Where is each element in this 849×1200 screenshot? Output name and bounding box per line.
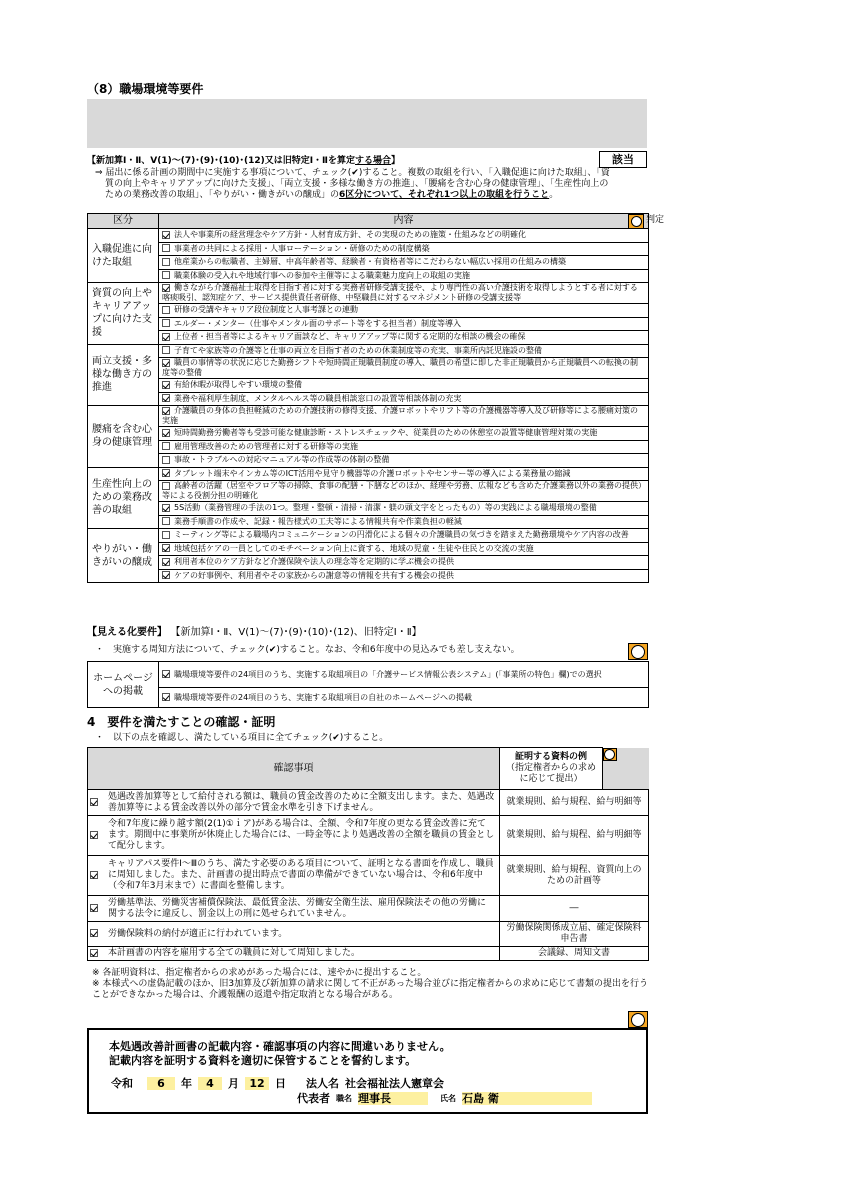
checkbox[interactable]	[162, 231, 170, 239]
requirement-text: 研修の受講やキャリア段位制度と人事考課との連動	[174, 305, 358, 315]
checkbox[interactable]	[162, 429, 170, 437]
checkbox[interactable]	[162, 333, 170, 341]
visibility-category: ホームページへの掲載	[88, 662, 159, 708]
requirement-text: 業務や福利厚生制度、メンタルヘルス等の職員相談窓口の設置等相談体制の充実	[174, 393, 462, 403]
checkbox[interactable]	[162, 693, 170, 701]
name-field[interactable]: 石島 衛	[462, 1092, 592, 1105]
judgment-header-mark	[628, 214, 644, 229]
table-row	[88, 269, 649, 283]
checkbox[interactable]	[162, 544, 170, 552]
circle-icon	[631, 216, 642, 227]
declaration-date-row	[111, 1077, 444, 1090]
requirement-item[interactable]	[159, 256, 649, 270]
year-label: 年	[181, 1077, 192, 1090]
confirmation-table	[87, 747, 649, 961]
confirmation-text: キャリアパス要件Ⅰ～Ⅲのうち、満たす必要のある項目について、証明となる書面を作成し、職員に周知しました。また、計画書の提出時点で書面の準備ができていない場合は、令和6年度中（令和7年3月末まで）に書面を整備します。	[104, 856, 499, 896]
year-field[interactable]: 6	[147, 1077, 175, 1090]
requirement-item[interactable]	[159, 515, 649, 529]
requirement-text: 業務手順書の作成や、記録・報告様式の工夫等による情報共有や作業負担の軽減	[174, 516, 462, 526]
confirmation-text: 本計画書の内容を雇用する全ての職員に対して周知しました。	[104, 947, 499, 961]
confirm-mark-header	[603, 748, 617, 761]
month-field[interactable]: 4	[198, 1077, 222, 1090]
confirmation-row	[88, 856, 649, 896]
category-cell: 生産性向上のための業務改善の取組	[88, 467, 159, 529]
corp-name-field[interactable]: 社会福祉法人憲章会	[345, 1077, 444, 1090]
checkbox[interactable]	[162, 504, 170, 512]
supporting-document: 会議録、周知文書	[499, 947, 648, 961]
requirement-item[interactable]	[159, 344, 649, 358]
requirement-text: 職員の事情等の状況に応じた勤務シフトや短時間正規職員制度の導入、職員の希望に即した非正規職員から正規職員への転換の制度等の整備	[162, 358, 638, 377]
checkbox[interactable]	[90, 949, 98, 957]
confirm-check-cell[interactable]	[88, 856, 105, 896]
environment-table	[87, 213, 649, 583]
requirement-text: 事故・トラブルへの対応マニュアル等の作成等の体制の整備	[174, 455, 390, 465]
table-row	[88, 304, 649, 318]
category-header: 区分	[88, 214, 159, 229]
requirement-text: 高齢者の活躍（居室やフロア等の掃除、食事の配膳・下膳などのほか、経理や労務、広報なども含めた介護業務以外の業務の提供）等による役割分担の明確化	[162, 481, 642, 500]
visibility-mark	[628, 643, 648, 660]
declaration-line-1: 本処遇改善計画書の記載内容・確認事項の内容に間違いありません。	[109, 1040, 451, 1053]
checkbox[interactable]	[162, 394, 170, 402]
checkbox[interactable]	[162, 359, 170, 367]
requirement-text: ケアの好事例や、利用者やその家族からの謝意等の情報を共有する機会の提供	[174, 570, 454, 580]
supporting-document: 労働保険関係成立届、確定保険料申告書	[499, 922, 648, 947]
era-label: 令和	[111, 1077, 133, 1090]
declaration-box	[87, 1028, 648, 1114]
confirm-check-cell[interactable]	[88, 816, 105, 856]
checkbox[interactable]	[162, 469, 170, 477]
requirement-item[interactable]	[159, 427, 649, 441]
declaration-rep-row	[297, 1092, 592, 1105]
table-row	[88, 440, 649, 454]
table-row	[88, 392, 649, 406]
requirement-item[interactable]	[159, 542, 649, 556]
confirmation-text: 労働保険料の納付が適正に行われています。	[104, 922, 499, 947]
table-row	[88, 317, 649, 331]
confirm-check-cell[interactable]	[88, 896, 105, 922]
checkbox[interactable]	[162, 531, 170, 539]
requirement-item[interactable]	[159, 556, 649, 570]
confirm-check-cell[interactable]	[88, 790, 105, 816]
table-row	[88, 556, 649, 570]
requirement-item[interactable]	[159, 467, 649, 481]
checkbox[interactable]	[162, 346, 170, 354]
supporting-document: ―	[499, 896, 648, 922]
requirement-text: 職業体験の受入れや地域行事への参加や主催等による職業魅力度向上の取組の実施	[174, 270, 470, 280]
visibility-heading: 【見える化要件】 【新加算Ⅰ・Ⅱ、Ⅴ(1)～(7)･(9)･(10)･(12)、旧特定Ⅰ・Ⅱ】	[87, 627, 422, 638]
checkbox[interactable]	[162, 442, 170, 450]
requirement-text: 働きながら介護福祉士取得を目指す者に対する実務者研修受講支援や、より専門性の高い介護技術を取得しようとする者に対する喀痰吸引、認知症ケア、サービス提供責任者研修、中堅職員に対するマネジメント研修の受講支援等	[162, 283, 638, 302]
footnote-1: ※ 各証明資料は、指定権者からの求めがあった場合には、速やかに提出すること。	[92, 968, 427, 978]
footnotes	[92, 968, 652, 1001]
table-row	[88, 379, 649, 393]
confirm-check-cell[interactable]	[88, 922, 105, 947]
requirement-item[interactable]	[159, 406, 649, 427]
category-cell: 入職促進に向けた取組	[88, 229, 159, 283]
checkbox[interactable]	[162, 258, 170, 266]
documents-header: 証明する資料の例 （指定権者からの求め に応じて提出）	[499, 748, 602, 790]
title-label: 職名	[336, 1093, 352, 1103]
requirement-item[interactable]	[159, 529, 649, 543]
table-row	[88, 344, 649, 358]
checkbox[interactable]	[162, 306, 170, 314]
footnote-2: ※ 本様式への虚偽記載のほか、旧3加算及び新加算の請求に関して不正があった場合並びに指定権者からの求めに応じて書類の提出を行うことができなかった場合は、介護報酬の返還や指定取消となる場合がある。	[92, 979, 649, 1000]
confirmation-header: 確認事項	[88, 748, 500, 790]
requirement-item[interactable]	[159, 502, 649, 516]
requirement-text: 地域包括ケアの一員としてのモチベーション向上に資する、地域の児童・生徒や住民との交流の実施	[174, 543, 534, 553]
requirement-text: 法人や事業所の経営理念やケア方針・人材育成方針、その実現のための施策・仕組みなどの明確化	[174, 230, 526, 240]
table-row	[88, 242, 649, 256]
note-line-3: ための業務改善の取組」、「やりがい・働きがいの醸成」の6区分について、それぞれ1つ以上の取組を行うこと。	[105, 190, 559, 200]
supporting-document: 就業規則、給与規程、給与明細等	[499, 816, 648, 856]
visibility-note: ・ 実施する周知方法について、チェック(✔)すること。なお、令和6年度中の見込みでも差し支えない。	[95, 645, 520, 655]
table-row	[88, 467, 649, 481]
requirement-item[interactable]	[159, 569, 649, 583]
rep-label: 代表者	[297, 1092, 330, 1105]
table-row	[88, 529, 649, 543]
confirmation-row	[88, 922, 649, 947]
applicable-badge: 該当	[599, 151, 647, 168]
supporting-document: 就業規則、給与規程、資質向上のための計画等	[499, 856, 648, 896]
corp-label: 法人名	[306, 1077, 339, 1090]
table-row	[88, 454, 649, 468]
requirement-item[interactable]	[159, 440, 649, 454]
table-row	[88, 358, 649, 379]
confirmation-text: 労働基準法、労働災害補償保険法、最低賃金法、労働安全衛生法、雇用保険法その他の労働に関する法令に違反し、罰金以上の刑に処せられていません。	[104, 896, 499, 922]
circle-icon	[631, 1013, 645, 1027]
note-line-1: ⇒ 届出に係る計画の期間中に実施する事項について、チェック(✔)すること。複数の取組を行い、「入職促進に向けた取組」、「資	[95, 168, 610, 178]
requirement-item[interactable]	[159, 481, 649, 502]
table-row	[88, 502, 649, 516]
title-field[interactable]: 理事長	[358, 1092, 428, 1105]
checkbox[interactable]	[162, 670, 170, 678]
circle-icon	[631, 645, 645, 659]
confirmation-row	[88, 790, 649, 816]
checkbox[interactable]	[162, 482, 170, 490]
checkbox[interactable]	[162, 558, 170, 566]
requirement-text: 他産業からの転職者、主婦層、中高年齢者等、経験者・有資格者等にこだわらない幅広い採用の仕組みの構築	[174, 257, 566, 267]
checkbox[interactable]	[90, 904, 98, 912]
visibility-table	[87, 661, 649, 708]
requirement-text: ミーティング等による職場内コミュニケーションの円滑化による個々の介護職員の気づきを踏まえた勤務環境やケア内容の改善	[174, 530, 629, 540]
category-cell: 腰痛を含む心身の健康管理	[88, 406, 159, 468]
requirement-text: タブレット端末やインカム等のICT活用や見守り機器等の介護ロボットやセンサー等の導入による業務量の縮減	[174, 468, 571, 478]
requirement-item[interactable]	[159, 454, 649, 468]
section4-title: 4 要件を満たすことの確認・証明	[87, 715, 276, 729]
requirement-item[interactable]	[159, 304, 649, 318]
checkbox[interactable]	[90, 929, 98, 937]
confirmation-text: 令和7年度に繰り越す額(2(1)①ｉア)がある場合は、全額、令和7年度の更なる賃金改善に充てます。期間中に事業所が休廃止した場合には、一時金等により処遇改善の全額を職員の賃金として配分します。	[104, 816, 499, 856]
table-row	[88, 331, 649, 345]
table-row	[88, 229, 649, 243]
visibility-item[interactable]: 職場環境等要件の24項目のうち、実施する取組項目の「介護サービス情報公表システム」(「事業所の特色」欄)での選択	[159, 662, 649, 688]
requirement-text: 介護職員の身体の負担軽減のための介護技術の修得支援、介護ロボットやリフト等の介護機器等導入及び研修等による腰痛対策の実施	[162, 406, 638, 425]
requirement-item[interactable]	[159, 242, 649, 256]
supporting-document: 就業規則、給与規程、給与明細等	[499, 790, 648, 816]
category-cell: 両立支援・多様な働き方の推進	[88, 344, 159, 406]
requirement-item[interactable]	[159, 283, 649, 304]
checkbox[interactable]	[90, 871, 98, 879]
requirement-item[interactable]	[159, 229, 649, 243]
checkbox[interactable]	[162, 571, 170, 579]
checkbox[interactable]	[162, 244, 170, 252]
checkbox[interactable]	[90, 798, 98, 806]
table-row	[88, 256, 649, 270]
requirement-text: 雇用管理改善のための管理者に対する研修等の実施	[174, 441, 358, 451]
requirement-text: 5S活動（業務管理の手法の1つ。整理・整頓・清掃・清潔・躾の頭文字をとったもの）等の実践による職場環境の整備	[174, 503, 597, 513]
checkbox[interactable]	[162, 319, 170, 327]
note-line-2: 質の向上やキャリアアップに向けた支援」、「両立支援・多様な働き方の推進」、「腰痛を含む心身の健康管理」、「生産性向上の	[105, 179, 609, 189]
checkbox[interactable]	[90, 831, 98, 839]
table-row	[88, 406, 649, 427]
table-row	[88, 515, 649, 529]
table-row	[88, 481, 649, 502]
checkbox[interactable]	[162, 271, 170, 279]
requirement-text: 有給休暇が取得しやすい環境の整備	[174, 380, 302, 390]
requirement-item[interactable]	[159, 358, 649, 379]
confirmation-row	[88, 947, 649, 961]
day-label: 日	[275, 1077, 286, 1090]
requirement-text: 事業者の共同による採用・人事ローテーション・研修のための制度構築	[174, 243, 430, 253]
confirm-check-cell[interactable]	[88, 947, 105, 961]
requirement-item[interactable]	[159, 317, 649, 331]
requirement-item[interactable]	[159, 392, 649, 406]
visibility-item[interactable]: 職場環境等要件の24項目のうち、実施する取組項目の自社のホームページへの掲載	[159, 688, 649, 708]
confirmation-row	[88, 896, 649, 922]
declaration-line-2: 記載内容を証明する資料を適切に保管することを誓約します。	[109, 1054, 417, 1067]
table-row	[88, 542, 649, 556]
table-row	[88, 283, 649, 304]
confirmation-row	[88, 816, 649, 856]
conditions-note	[95, 168, 655, 201]
requirement-item[interactable]	[159, 269, 649, 283]
day-field[interactable]: 12	[245, 1077, 269, 1090]
requirement-item[interactable]	[159, 379, 649, 393]
conditions-heading: 【新加算Ⅰ・Ⅱ、Ⅴ(1)～(7)･(9)･(10)･(12)又は旧特定Ⅰ・Ⅱを算定する場合】	[87, 156, 401, 166]
grey-banner	[87, 99, 647, 148]
category-cell: 資質の向上やキャリアアップに向けた支援	[88, 283, 159, 345]
name-label: 氏名	[440, 1093, 456, 1103]
requirement-text: エルダー・メンター（仕事やメンタル面のサポート等をする担当者）制度等導入	[174, 318, 462, 328]
requirement-text: 利用者本位のケア方針など介護保険や法人の理念等を定期的に学ぶ機会の提供	[174, 557, 454, 567]
section4-note: ・ 以下の点を確認し、満たしている項目に全てチェック(✔)すること。	[95, 733, 389, 743]
requirement-text: 子育てや家族等の介護等と仕事の両立を目指す者のための休業制度等の充実、事業所内託児施設の整備	[174, 345, 542, 355]
category-cell: やりがい・働きがいの醸成	[88, 529, 159, 583]
table-row	[88, 427, 649, 441]
declaration-mark	[628, 1011, 648, 1028]
table-row	[88, 569, 649, 583]
checkbox[interactable]	[162, 407, 170, 415]
checkbox[interactable]	[162, 284, 170, 292]
confirmation-text: 処遇改善加算等として給付される額は、職員の賃金改善のために全額支出します。また、処遇改善加算等による賃金改善以外の部分で賃金水準を引き下げません。	[104, 790, 499, 816]
checkbox[interactable]	[162, 517, 170, 525]
circle-icon	[604, 749, 615, 760]
checkbox[interactable]	[162, 381, 170, 389]
content-header: 内容	[159, 214, 649, 229]
requirement-text: 短時間勤務労働者等も受診可能な健康診断・ストレスチェックや、従業員のための休憩室の設置等健康管理対策の実施	[174, 428, 598, 438]
requirement-text: 上位者・担当者等によるキャリア面談など、キャリアアップ等に関する定期的な相談の機会の確保	[174, 332, 526, 342]
requirement-item[interactable]	[159, 331, 649, 345]
month-label: 月	[228, 1077, 239, 1090]
checkbox[interactable]	[162, 456, 170, 464]
judgment-header-label: 判定	[646, 215, 665, 225]
section-title: （8）職場環境等要件	[87, 82, 204, 96]
